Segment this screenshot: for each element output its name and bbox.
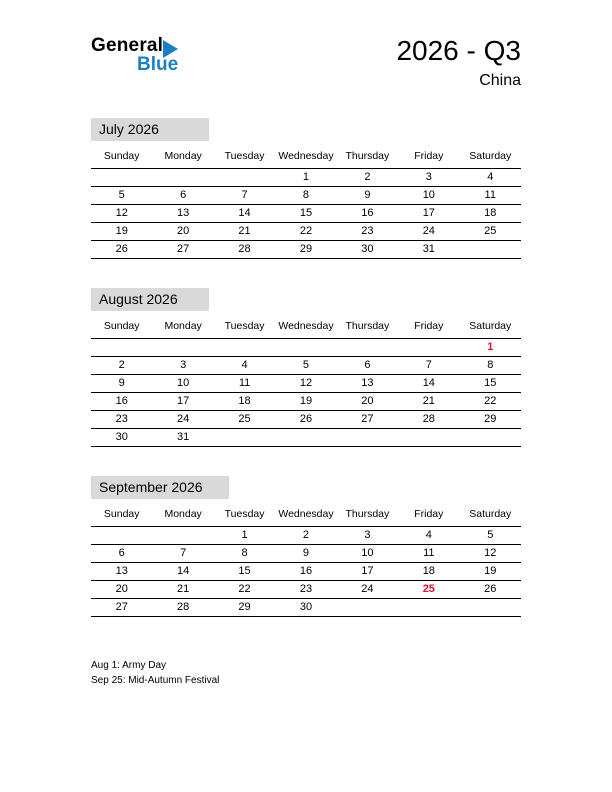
day-header: Wednesday (275, 504, 336, 527)
day-cell: 24 (152, 411, 213, 429)
day-cell: 23 (275, 581, 336, 599)
empty-cell (214, 339, 275, 357)
week-row (91, 205, 521, 223)
day-cell: 1 (460, 339, 521, 357)
empty-cell (460, 429, 521, 447)
week-row (91, 223, 521, 241)
month-table (91, 504, 521, 617)
day-cell: 27 (152, 241, 213, 259)
day-cell: 7 (214, 187, 275, 205)
day-header: Wednesday (275, 316, 336, 339)
week-row (91, 393, 521, 411)
empty-cell (275, 429, 336, 447)
day-cell: 16 (91, 393, 152, 411)
day-cell: 13 (91, 563, 152, 581)
week-row (91, 241, 521, 259)
holiday-note: Aug 1: Army Day (91, 660, 167, 671)
month-title: July 2026 (91, 118, 209, 141)
month-section (91, 476, 521, 617)
week-row (91, 581, 521, 599)
day-cell: 30 (337, 241, 398, 259)
day-cell: 29 (275, 241, 336, 259)
day-cell: 4 (214, 357, 275, 375)
day-cell: 1 (214, 527, 275, 545)
holiday-note: Sep 25: Mid-Autumn Festival (91, 674, 220, 686)
day-cell: 10 (398, 187, 459, 205)
week-row (91, 545, 521, 563)
day-header: Monday (152, 316, 213, 339)
day-cell: 8 (460, 357, 521, 375)
day-cell: 6 (152, 187, 213, 205)
week-row (91, 375, 521, 393)
logo-triangle-icon (163, 40, 178, 58)
day-cell: 20 (152, 223, 213, 241)
day-cell: 15 (214, 563, 275, 581)
week-row (91, 429, 521, 447)
day-header: Sunday (91, 146, 152, 169)
day-cell: 15 (275, 205, 336, 223)
logo-text-general: General (91, 35, 164, 56)
logo-text-blue: Blue (137, 54, 179, 75)
week-row (91, 187, 521, 205)
day-cell: 10 (152, 375, 213, 393)
day-cell: 8 (275, 187, 336, 205)
day-cell: 11 (460, 187, 521, 205)
day-cell: 13 (337, 375, 398, 393)
day-cell: 12 (460, 545, 521, 563)
week-row (91, 599, 521, 617)
day-header: Saturday (460, 504, 521, 527)
month-section (91, 288, 521, 447)
day-cell: 17 (337, 563, 398, 581)
day-cell: 28 (398, 411, 459, 429)
day-cell: 22 (214, 581, 275, 599)
day-cell: 11 (398, 545, 459, 563)
day-cell: 9 (91, 375, 152, 393)
empty-cell (398, 429, 459, 447)
page-header (91, 0, 521, 90)
day-cell: 5 (460, 527, 521, 545)
day-cell: 7 (152, 545, 213, 563)
day-cell: 26 (460, 581, 521, 599)
day-cell: 31 (152, 429, 213, 447)
day-header: Wednesday (275, 146, 336, 169)
day-cell: 20 (337, 393, 398, 411)
day-cell: 25 (398, 581, 459, 599)
day-cell: 14 (152, 563, 213, 581)
empty-cell (91, 339, 152, 357)
day-header: Saturday (460, 146, 521, 169)
empty-cell (337, 599, 398, 617)
day-cell: 27 (337, 411, 398, 429)
day-cell: 2 (337, 169, 398, 187)
day-cell: 18 (398, 563, 459, 581)
week-row (91, 563, 521, 581)
day-cell: 14 (214, 205, 275, 223)
day-header: Friday (398, 146, 459, 169)
empty-cell (460, 599, 521, 617)
day-cell: 30 (275, 599, 336, 617)
empty-cell (398, 599, 459, 617)
day-header: Tuesday (214, 504, 275, 527)
empty-cell (91, 527, 152, 545)
general-blue-logo (91, 36, 211, 82)
day-cell: 23 (91, 411, 152, 429)
title-block (396, 36, 521, 90)
day-cell: 26 (275, 411, 336, 429)
month-title: August 2026 (91, 288, 209, 311)
day-header: Sunday (91, 504, 152, 527)
week-row (91, 339, 521, 357)
quarter-title: 2026 - Q3 (396, 35, 521, 66)
day-cell: 18 (460, 205, 521, 223)
day-cell: 29 (460, 411, 521, 429)
day-cell: 16 (275, 563, 336, 581)
month-table (91, 146, 521, 259)
day-cell: 17 (152, 393, 213, 411)
day-cell: 25 (460, 223, 521, 241)
day-header: Thursday (337, 316, 398, 339)
day-cell: 5 (275, 357, 336, 375)
empty-cell (214, 169, 275, 187)
months-container (91, 90, 521, 617)
day-cell: 21 (152, 581, 213, 599)
day-cell: 15 (460, 375, 521, 393)
holiday-notes (91, 646, 521, 688)
day-cell: 3 (337, 527, 398, 545)
day-cell: 6 (91, 545, 152, 563)
month-title: September 2026 (91, 476, 229, 499)
day-cell: 19 (275, 393, 336, 411)
day-cell: 10 (337, 545, 398, 563)
empty-cell (152, 169, 213, 187)
day-header: Thursday (337, 504, 398, 527)
day-cell: 8 (214, 545, 275, 563)
day-cell: 31 (398, 241, 459, 259)
empty-cell (152, 339, 213, 357)
day-cell: 3 (152, 357, 213, 375)
day-header: Tuesday (214, 316, 275, 339)
day-cell: 27 (91, 599, 152, 617)
day-cell: 21 (214, 223, 275, 241)
day-header: Saturday (460, 316, 521, 339)
day-cell: 28 (214, 241, 275, 259)
day-cell: 30 (91, 429, 152, 447)
day-cell: 25 (214, 411, 275, 429)
day-header: Friday (398, 316, 459, 339)
day-cell: 9 (337, 187, 398, 205)
week-row (91, 411, 521, 429)
country-label: China (479, 72, 521, 89)
day-cell: 22 (460, 393, 521, 411)
day-header: Monday (152, 146, 213, 169)
day-cell: 21 (398, 393, 459, 411)
day-cell: 12 (91, 205, 152, 223)
day-cell: 3 (398, 169, 459, 187)
day-header: Sunday (91, 316, 152, 339)
day-cell: 24 (398, 223, 459, 241)
day-cell: 4 (398, 527, 459, 545)
month-table (91, 316, 521, 447)
empty-cell (460, 241, 521, 259)
week-row (91, 357, 521, 375)
empty-cell (91, 169, 152, 187)
day-header: Thursday (337, 146, 398, 169)
day-cell: 14 (398, 375, 459, 393)
day-cell: 11 (214, 375, 275, 393)
day-cell: 17 (398, 205, 459, 223)
day-cell: 28 (152, 599, 213, 617)
day-cell: 7 (398, 357, 459, 375)
day-header: Monday (152, 504, 213, 527)
day-cell: 20 (91, 581, 152, 599)
day-cell: 24 (337, 581, 398, 599)
empty-cell (214, 429, 275, 447)
week-row (91, 169, 521, 187)
day-cell: 26 (91, 241, 152, 259)
day-cell: 2 (91, 357, 152, 375)
day-cell: 13 (152, 205, 213, 223)
day-cell: 23 (337, 223, 398, 241)
day-header: Tuesday (214, 146, 275, 169)
empty-cell (337, 339, 398, 357)
day-cell: 2 (275, 527, 336, 545)
day-cell: 1 (275, 169, 336, 187)
day-cell: 12 (275, 375, 336, 393)
day-cell: 18 (214, 393, 275, 411)
empty-cell (398, 339, 459, 357)
empty-cell (337, 429, 398, 447)
day-cell: 5 (91, 187, 152, 205)
month-section (91, 118, 521, 259)
day-cell: 22 (275, 223, 336, 241)
day-cell: 4 (460, 169, 521, 187)
day-cell: 19 (460, 563, 521, 581)
day-cell: 29 (214, 599, 275, 617)
day-cell: 19 (91, 223, 152, 241)
empty-cell (152, 527, 213, 545)
day-cell: 16 (337, 205, 398, 223)
empty-cell (275, 339, 336, 357)
week-row (91, 527, 521, 545)
day-cell: 9 (275, 545, 336, 563)
day-cell: 6 (337, 357, 398, 375)
day-header: Friday (398, 504, 459, 527)
